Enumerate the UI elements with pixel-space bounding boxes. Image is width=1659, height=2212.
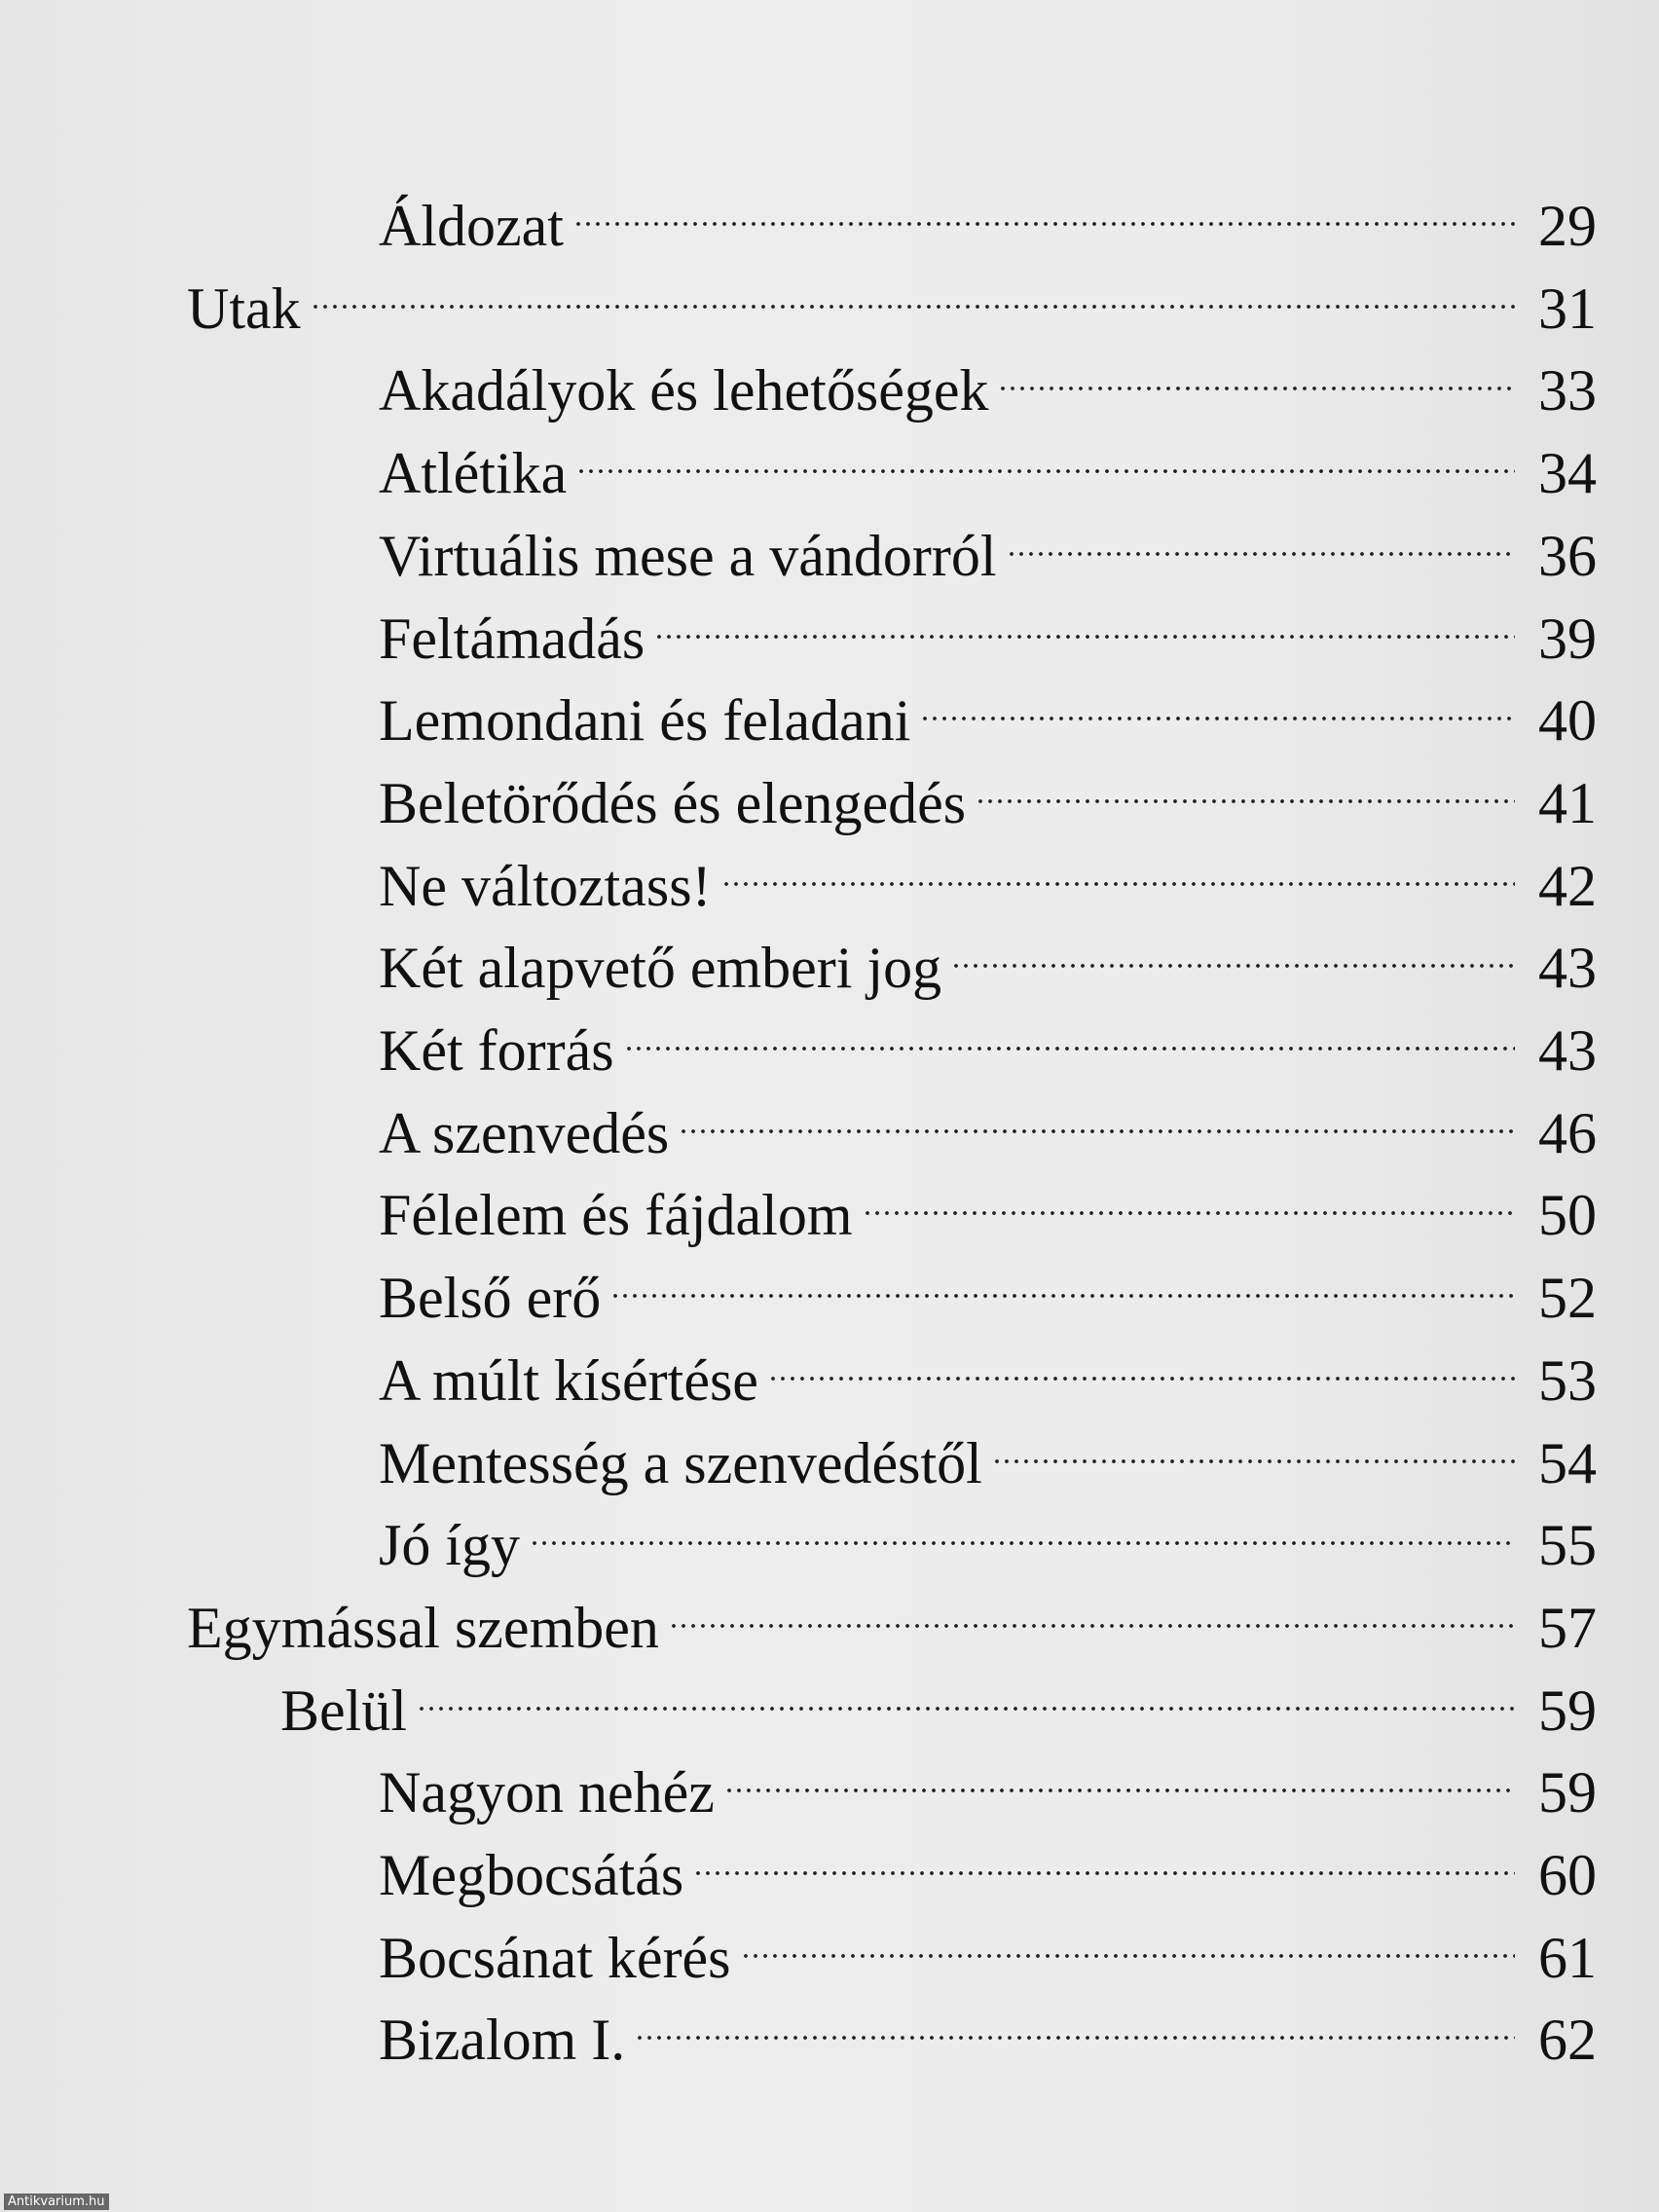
toc-entry (379, 1813, 1597, 1907)
toc-entry-page-number: 50 (1538, 1183, 1597, 1247)
toc-entry-title: Megbocsátás (379, 1843, 684, 1907)
toc-entry-title: Nagyon nehéz (379, 1760, 715, 1825)
dot-leader (916, 658, 1519, 740)
toc-entry-title: Beletörődés és elengedés (379, 771, 967, 835)
toc-entry (379, 1896, 1597, 1990)
toc-entry (379, 576, 1597, 671)
dot-leader (631, 1977, 1519, 2059)
toc-entry-title: Mentesség a szenvedéstől (379, 1431, 982, 1495)
toc-entry-page-number: 54 (1538, 1431, 1597, 1495)
dot-leader (994, 328, 1519, 410)
dot-leader (570, 164, 1519, 245)
dot-leader (620, 988, 1519, 1070)
toc-entry-page-number: 39 (1538, 607, 1597, 671)
toc-entry (379, 328, 1597, 423)
toc-entry-page-number: 53 (1538, 1348, 1597, 1413)
dot-leader (764, 1318, 1519, 1400)
toc-entry-title: Feltámadás (379, 607, 645, 671)
toc-entry (379, 1401, 1597, 1495)
toc-entry (379, 1235, 1597, 1330)
dot-leader (413, 1648, 1519, 1730)
toc-entry-title: Belül (280, 1678, 407, 1743)
toc-entry (280, 1648, 1597, 1743)
dot-leader (737, 1896, 1519, 1977)
toc-entry-page-number: 59 (1538, 1678, 1597, 1743)
toc-entry (379, 411, 1597, 505)
dot-leader (947, 905, 1519, 987)
toc-entry (379, 494, 1597, 588)
toc-entry-page-number: 59 (1538, 1760, 1597, 1825)
toc-entry-page-number: 46 (1538, 1101, 1597, 1165)
dot-leader (720, 1730, 1519, 1812)
toc-entry-title: A szenvedés (379, 1101, 670, 1165)
dot-leader (859, 1153, 1519, 1235)
toc-entry (379, 1071, 1597, 1165)
dot-leader (1003, 494, 1519, 575)
toc-entry (379, 741, 1597, 835)
dot-leader (689, 1813, 1519, 1895)
dot-leader (665, 1566, 1519, 1647)
toc-entry (379, 164, 1597, 258)
toc-entry-page-number: 61 (1538, 1926, 1597, 1990)
toc-entry-page-number: 41 (1538, 771, 1597, 835)
toc-entry-page-number: 29 (1538, 194, 1597, 258)
toc-entry-page-number: 42 (1538, 854, 1597, 918)
toc-entry (187, 1566, 1597, 1660)
toc-entry-title: Jó így (379, 1513, 521, 1577)
toc-entry-title: Atlétika (379, 441, 568, 505)
toc-entry-title: Két alapvető emberi jog (379, 936, 942, 1000)
toc-entry-title: Egymással szemben (187, 1596, 659, 1660)
watermark: Antikvarium.hu (4, 2194, 109, 2210)
toc-entry-title: Lemondani és feladani (379, 688, 911, 753)
toc-entry-page-number: 60 (1538, 1843, 1597, 1907)
toc-entry-title: Ne változtass! (379, 854, 712, 918)
toc-entry (379, 905, 1597, 1000)
dot-leader (972, 741, 1519, 823)
toc-entry-title: Félelem és fájdalom (379, 1183, 853, 1247)
toc-entry-page-number: 62 (1538, 2008, 1597, 2072)
dot-leader (675, 1071, 1519, 1153)
dot-leader (988, 1401, 1519, 1483)
toc-entry-page-number: 43 (1538, 936, 1597, 1000)
toc-entry-page-number: 36 (1538, 524, 1597, 588)
dot-leader (572, 411, 1519, 493)
toc-entry-page-number: 52 (1538, 1266, 1597, 1330)
toc-entry-title: Akadályok és lehetőségek (379, 358, 989, 423)
toc-entry-page-number: 40 (1538, 688, 1597, 753)
toc-entry-title: Bizalom I. (379, 2008, 626, 2072)
toc-entry-title: Áldozat (379, 194, 564, 258)
toc-entry (379, 824, 1597, 918)
toc-entry-title: Két forrás (379, 1018, 614, 1083)
dot-leader (650, 576, 1519, 658)
toc-entry-title: Bocsánat kérés (379, 1926, 731, 1990)
dot-leader (607, 1235, 1519, 1317)
dot-leader (718, 824, 1519, 905)
toc-entry-page-number: 34 (1538, 441, 1597, 505)
toc-entry (379, 1977, 1597, 2072)
toc-entry (379, 1153, 1597, 1247)
toc-entry-page-number: 33 (1538, 358, 1597, 423)
toc-entry (379, 1483, 1597, 1577)
toc-entry-page-number: 43 (1538, 1018, 1597, 1083)
toc-entry (379, 988, 1597, 1083)
toc-entry (379, 1318, 1597, 1413)
toc-entry-page-number: 55 (1538, 1513, 1597, 1577)
toc-entry-title: Virtuális mese a vándorról (379, 524, 997, 588)
dot-leader (307, 246, 1519, 328)
toc-entry (187, 246, 1597, 341)
toc-entry (379, 1730, 1597, 1825)
toc-entry-page-number: 57 (1538, 1596, 1597, 1660)
dot-leader (526, 1483, 1519, 1565)
toc-entry-page-number: 31 (1538, 276, 1597, 341)
toc-entry-title: Utak (187, 276, 301, 341)
toc-entry-title: A múlt kísértése (379, 1348, 758, 1413)
toc-entry-title: Belső erő (379, 1266, 602, 1330)
toc-entry (379, 658, 1597, 753)
